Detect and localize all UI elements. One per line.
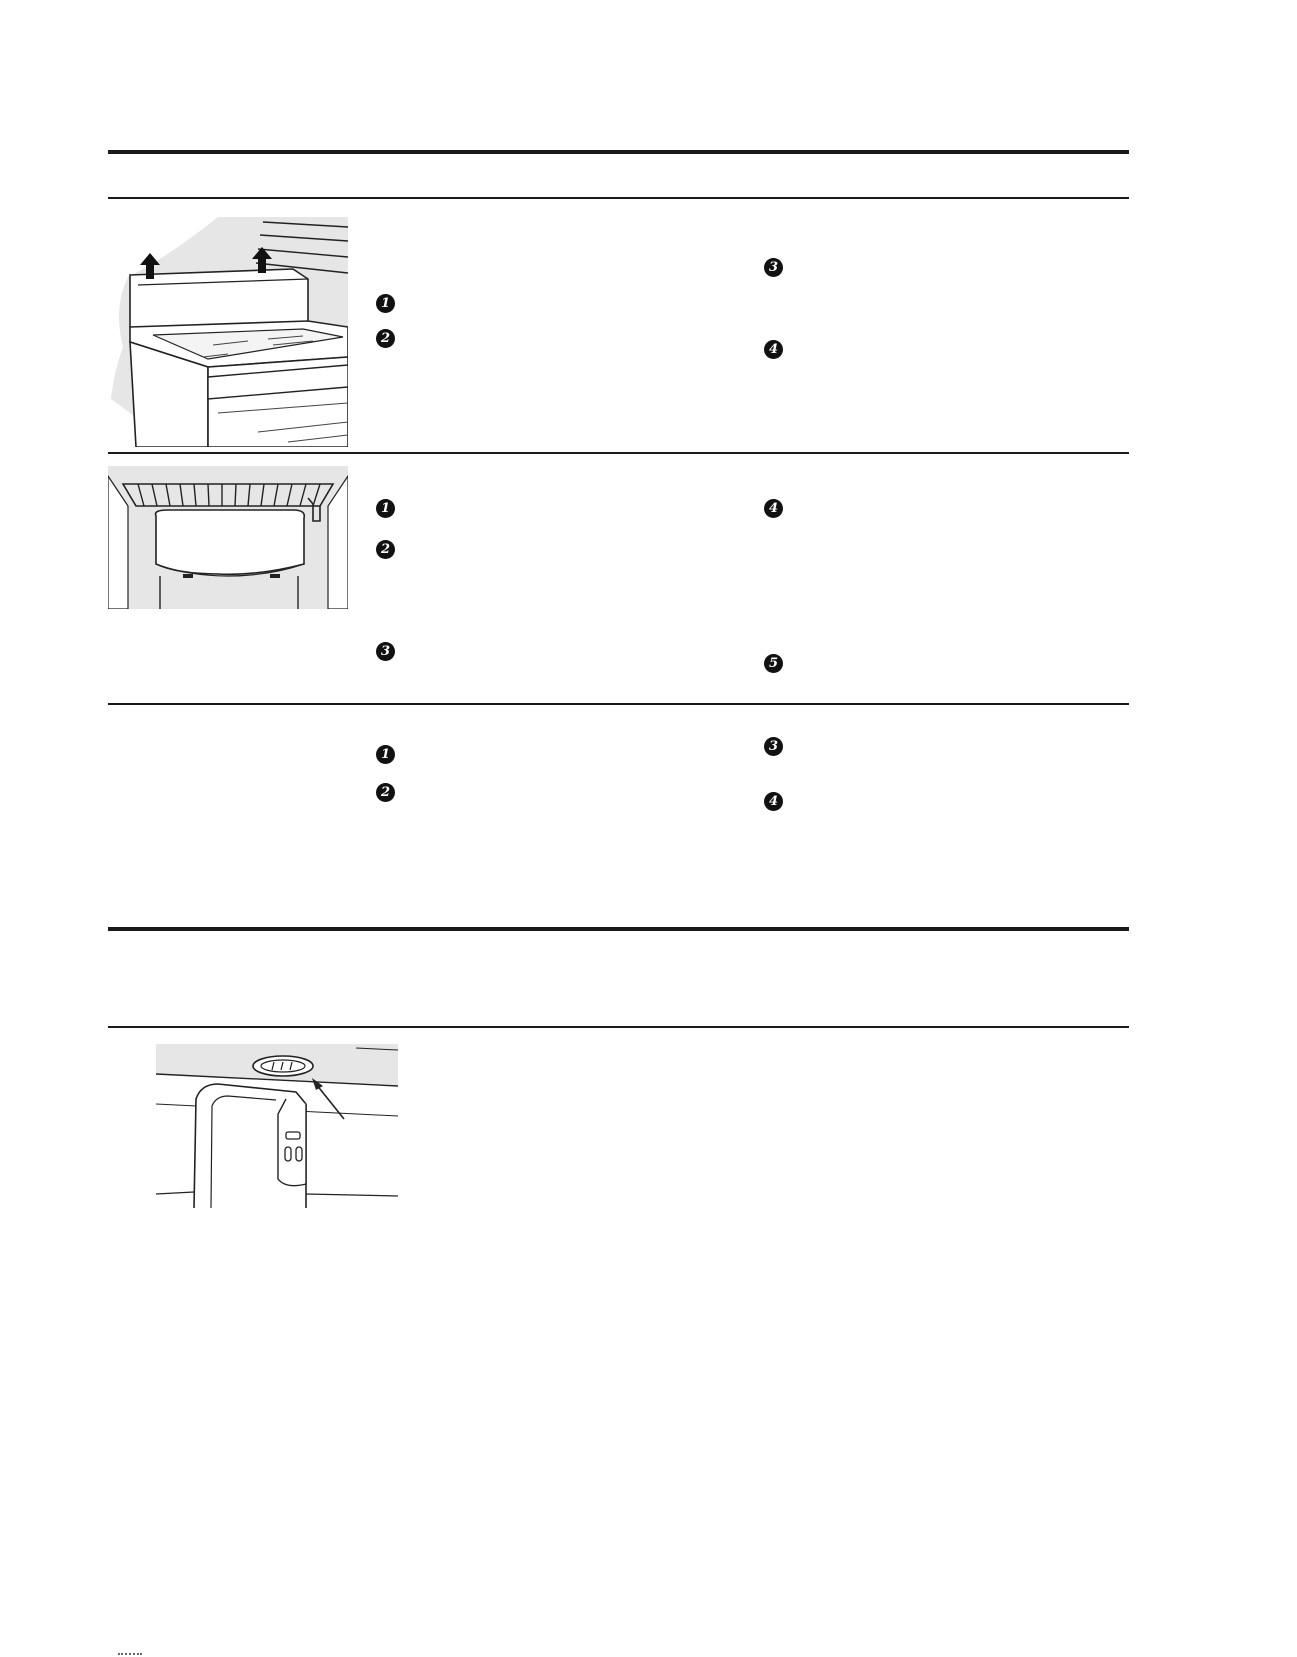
step-badge: 2 (376, 783, 395, 802)
step-badge: 1 (376, 499, 395, 518)
step-badge: 4 (764, 792, 783, 811)
step-badge: 3 (764, 737, 783, 756)
step-badge: 2 (376, 540, 395, 559)
section-divider-2 (108, 703, 1129, 705)
dispenser-illustration (156, 1044, 398, 1208)
step-badge: 1 (376, 745, 395, 764)
step-badge: 4 (764, 340, 783, 359)
step-badge: 1 (376, 294, 395, 313)
lower-heavy-rule (108, 927, 1129, 931)
step-badge: 4 (764, 499, 783, 518)
step-badge: 5 (764, 654, 783, 673)
oven-rack-illustration (108, 466, 348, 609)
footer-mark (118, 1653, 142, 1657)
step-badge: 3 (764, 258, 783, 277)
lower-header-rule (108, 1026, 1129, 1028)
top-heavy-rule (108, 150, 1129, 154)
section-divider-1 (108, 452, 1129, 454)
range-backsplash-illustration (108, 217, 348, 447)
header-rule (108, 197, 1129, 199)
step-badge: 3 (376, 642, 395, 661)
step-badge: 2 (376, 329, 395, 348)
